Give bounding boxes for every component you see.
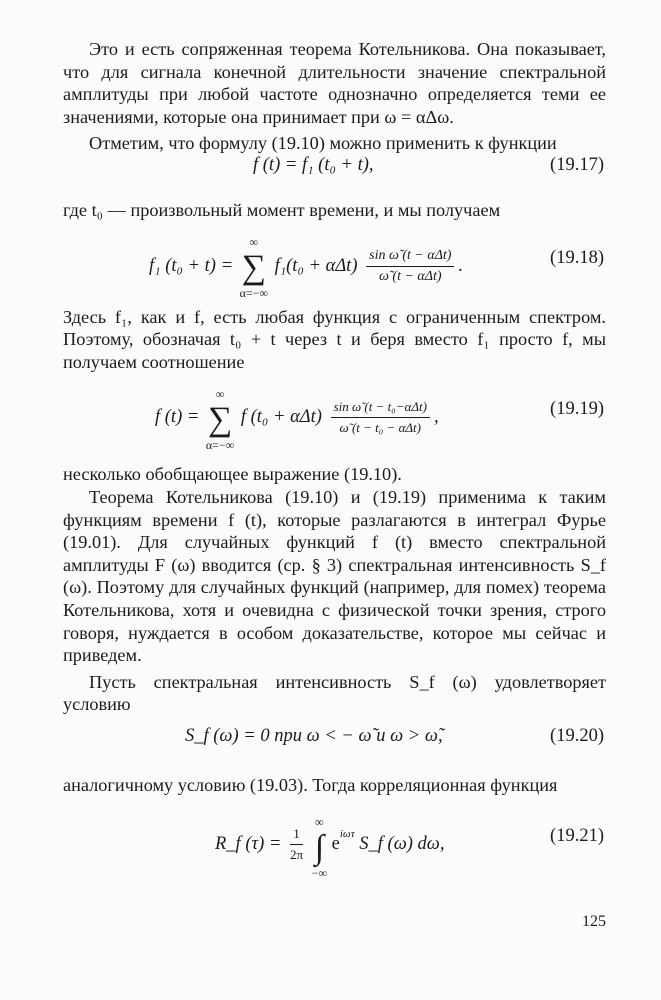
fraction-denominator: ω̃ (t − αΔt) (379, 268, 442, 284)
paragraph-7: Пусть спектральная интенсивность S_f (ω) удовлетворяет условию (63, 671, 606, 715)
equation-19-21-body (215, 815, 445, 881)
paragraph-2: Отметим, что формулу (19.10) можно применить к функции (89, 133, 557, 154)
equation-19-19-fraction (331, 399, 430, 436)
equation-19-21-lhs: R_f (τ) = (215, 834, 282, 855)
paragraph-3: где t₀ — произвольный момент времени, и мы получаем (63, 199, 501, 220)
sum-sign: ∑ ∞ α=−∞ (205, 387, 235, 453)
equation-19-21 (63, 796, 606, 880)
paragraph-6: Теорема Котельникова (19.10) и (19.19) применима к таким функциям времени f (t), которые разлагаются в интеграл Фурье (19.01). Для случайных функций f (t) вместо спектральной амплитуды F (ω) вводится (ср. § 3) спектральная интенсивность S_f (ω). Поэтому для случайных функций (например, для помех) теорема Котельникова, хотя и очевидна с физической точки зрения, строго говоря, нуждается в особом доказательстве, которое мы сейчас и приведем. (63, 486, 606, 666)
equation-19-19-number: (19.19) (550, 399, 604, 420)
fraction-numerator: 1 (290, 826, 303, 845)
equation-19-21-fraction (290, 826, 303, 863)
paragraph-4: Здесь f₁, как и f, есть любая функция с ограниченным спектром. Поэтому, обозначая t₀ + t через t и беря вместо f₁ просто f, мы получаем соотношение (63, 306, 606, 372)
equation-19-19-lhs: f (t) = (155, 407, 200, 428)
equation-19-18-number: (19.18) (550, 247, 604, 268)
integral-sign: ∫ ∞ −∞ (311, 815, 328, 881)
equation-19-20-body: S_f (ω) = 0 при ω < − ω̃ и ω > ω̃, (185, 725, 443, 746)
sum-lower-limit: α=−∞ (239, 286, 269, 301)
equation-19-17 (63, 155, 606, 199)
exponent-base: e (331, 834, 340, 855)
equation-19-18-tail: . (458, 255, 464, 276)
sum-lower-limit: α=−∞ (205, 438, 235, 453)
equation-19-17-number: (19.17) (550, 154, 604, 175)
fraction-numerator: sin ω̃ (t − αΔt) (366, 248, 454, 267)
equation-19-18-body (149, 235, 464, 301)
page-number: 125 (582, 913, 606, 930)
equation-19-19 (63, 373, 606, 451)
equation-19-20-number: (19.20) (550, 725, 604, 746)
equation-19-19-body (155, 387, 439, 453)
equation-19-20 (63, 716, 606, 766)
equation-19-19-tail: , (433, 407, 439, 428)
exponent-power: iωτ (339, 828, 355, 841)
equation-19-18-lhs: f₁ (t₀ + t) = (149, 255, 234, 276)
equation-19-21-number: (19.21) (550, 826, 604, 847)
equation-19-17-body: f (t) = f₁ (t₀ + t), (253, 154, 374, 175)
fraction-denominator: 2π (290, 847, 304, 863)
sum-sign: ∑ ∞ α=−∞ (239, 235, 269, 301)
equation-19-19-term: f (t₀ + αΔt) (240, 407, 322, 428)
equation-19-18-term: f₁(t₀ + αΔt) (274, 255, 358, 276)
paragraph-5: несколько обобщающее выражение (19.10). (63, 464, 402, 485)
equation-19-21-tail: S_f (ω) dω, (359, 834, 445, 855)
fraction-denominator: ω̃ (t − t₀ − αΔt) (339, 420, 421, 436)
sum-upper-limit: ∞ (215, 387, 225, 402)
sum-upper-limit: ∞ (249, 235, 259, 250)
fraction-numerator: sin ω̃ (t − t₀−αΔt) (331, 399, 430, 418)
equation-19-18 (63, 222, 606, 300)
paragraph-1: Это и есть сопряженная теорема Котельникова. Она показывает, что для сигнала конечной длительности значение спектральной амплитуды при любой частоте однозначно определяется теми ее значениями, которые она принимает при ω = αΔω. (63, 39, 606, 127)
integral-upper-limit: ∞ (315, 815, 324, 830)
paragraph-8: аналогичному условию (19.03). Тогда корреляционная функция (63, 774, 558, 795)
integral-lower-limit: −∞ (311, 866, 328, 881)
equation-19-18-fraction (366, 248, 454, 285)
